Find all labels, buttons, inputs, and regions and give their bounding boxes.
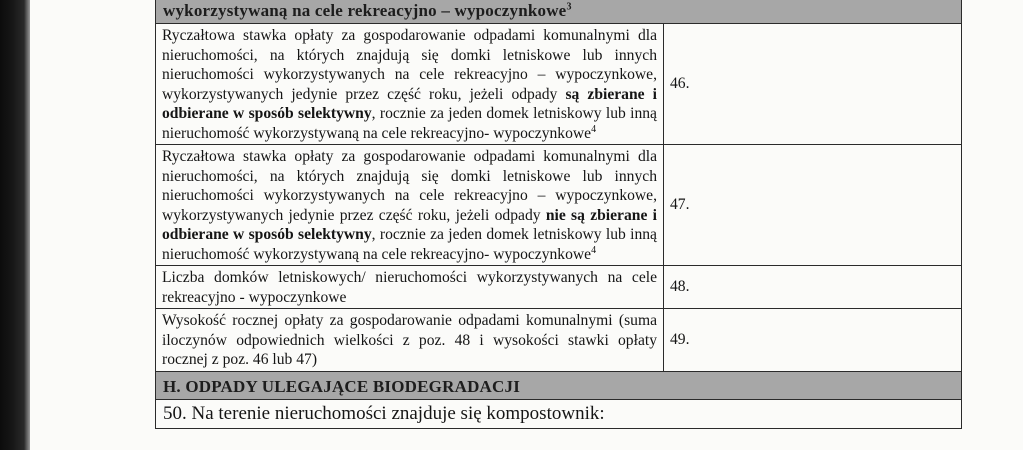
field-46[interactable] [664,24,962,145]
field-49[interactable] [664,309,962,372]
footnote-marker: 4 [591,244,597,256]
row-47-description [156,145,664,266]
table-row [156,145,962,266]
desc-text: Ryczałtowa stawka opłaty za gospodarowanie odpadami komunalnymi dla nieruchomości, na których znajdują się domki letniskowe lub innych nieruchomości wykorzystywanych na cele rekreacyjno – wypoczynkowe, wykorzystywanych jedynie przez część roku, jeżeli odpady [162,148,657,224]
field-number: 48. [670,278,690,296]
desc-emphasis: są zbierane i odbierane w sposób selektywny [162,85,657,122]
footnote-marker: 4 [591,123,597,135]
field-48[interactable] [664,266,962,309]
declaration-form-table [155,0,962,429]
footnote-marker: 3 [566,1,572,13]
section-g-tail-text: wykorzystywaną na cele rekreacyjno – wypoczynkowe [163,1,567,20]
desc-text: , rocznie za jeden domek letniskowy lub inną nieruchomość wykorzystywaną na cele rekreacyjno- wypoczynkowe [162,105,657,142]
field-number: 47. [670,196,690,214]
desc-text: , rocznie za jeden domek letniskowy lub inną nieruchomość wykorzystywaną na cele rekreacyjno- wypoczynkowe [162,226,657,263]
field-number: 46. [670,75,690,93]
form-page [30,0,1023,450]
question-50-label: 50. Na terenie nieruchomości znajduje się kompostownik: [156,399,962,428]
table-row [156,24,962,145]
section-h-row [156,371,962,399]
field-number: 49. [670,331,690,348]
desc-emphasis: nie są zbierane i odbierane w sposób selektywny [162,206,657,243]
row-46-description [156,24,664,145]
table-row [156,266,962,309]
table-row [156,309,962,372]
desc-text: Ryczałtowa stawka opłaty za gospodarowanie odpadami komunalnymi dla nieruchomości, na których znajdują się domki letniskowe lub innych nieruchomości wykorzystywanych na cele rekreacyjno – wypoczynkowe, wykorzystywanych jedynie przez część roku, jeżeli odpady [162,27,657,103]
question-50-row [156,399,962,428]
row-49-description: Wysokość rocznej opłaty za gospodarowanie odpadami komunalnymi (suma iloczynów odpowiednich wielkości z poz. 48 i wysokości stawki opłaty rocznej z poz. 46 lub 47) [156,309,664,372]
field-47[interactable] [664,145,962,266]
scan-dark-edge [0,0,30,450]
section-h-heading: H. ODPADY ULEGAJĄCE BIODEGRADACJI [156,371,962,399]
row-48-description: Liczba domków letniskowych/ nieruchomości wykorzystywanych na cele rekreacyjno - wypoczynkowe [156,266,664,309]
section-g-tail-row [156,0,962,24]
section-g-tail-heading [156,0,962,24]
